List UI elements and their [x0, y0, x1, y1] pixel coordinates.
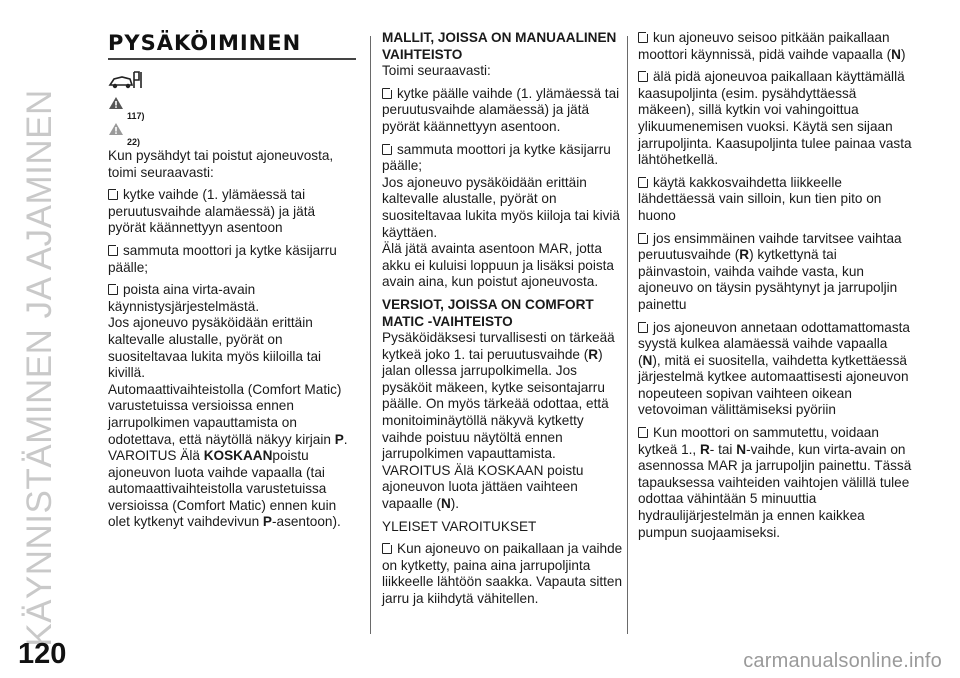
bullet-item: sammuta moottori ja kytke käsijarru päälle;	[382, 141, 611, 174]
column-1	[108, 30, 354, 531]
bullet-item: sammuta moottori ja kytke käsijarru päälle;	[108, 242, 337, 275]
paragraph: Älä jätä avainta asentoon MAR, jotta akku ei kuluisi loppuun ja lisäksi poista avain aina, kun poistut ajoneuvosta.	[382, 241, 614, 290]
subheading: YLEISET VAROITUKSET	[382, 518, 537, 534]
checkbox-bullet-icon	[638, 233, 648, 244]
subheading: VERSIOT, JOISSA ON COMFORT MATIC -VAIHTEISTO	[382, 296, 594, 329]
bullet-item: kytke päälle vaihde (1. ylämäessä tai peruutusvaihde alamäessä) ja jätä pyörät käännettyyn asentoon.	[382, 85, 620, 134]
warning-triangle-icon	[108, 96, 124, 115]
bullet-item: poista aina virta-avain käynnistysjärjestelmästä.	[108, 282, 260, 314]
bullet-item: älä pidä ajoneuvoa paikallaan käyttämällä kaasupoljinta (esim. pysähdyttäessä mäkeen), sillä kytkin voi vahingoittua ylikuumenemisen vuoksi. Käytä sen sijaan jarrupoljinta. Kaasupoljinta tulee painaa vasta lähtöhetkellä.	[638, 69, 912, 168]
warning-ref: 117)	[108, 96, 354, 122]
paragraph: VAROITUS Älä KOSKAAN poistu ajoneuvon luota jättäen vaihteen vapaalle (N).	[382, 462, 584, 512]
checkbox-bullet-icon	[638, 177, 648, 188]
paragraph: Kun pysähdyt tai poistut ajoneuvosta, toimi seuraavasti:	[108, 148, 334, 180]
paragraph: Jos ajoneuvo pysäköidään erittäin kaltevalle alustalle, pyörät on suositeltavaa lukita myös kiiloja tai kiviä käyttäen.	[382, 174, 620, 240]
column-divider	[627, 36, 628, 634]
checkbox-bullet-icon	[638, 322, 648, 333]
bullet-item: käytä kakkosvaihdetta liikkeelle lähdettäessä vain silloin, kun tien pito on huono	[638, 174, 882, 223]
bullet-item: jos ajoneuvon annetaan odottamattomasta syystä kulkea alamäessä vaihde vapaalla (N), mitä ei suositella, vaihdetta kytkettäessä järjestelmä kytkee automaattisesti ajoneuvon nopeuteen sopivan vaihteen oikean vetovoiman välittämiseksi pyöriin	[638, 319, 910, 418]
bullet-item: kun ajoneuvo seisoo pitkään paikallaan moottori käynnissä, pidä vaihde vapaalla (N)	[638, 30, 906, 62]
column-divider	[370, 36, 371, 634]
paragraph: Automaattivaihteistolla (Comfort Matic) varustetuissa versioissa ennen jarrupolkimen vapauttamista on odotettava, että näytöllä näkyy kirjain P.	[108, 381, 348, 447]
bullet-item: Kun moottori on sammutettu, voidaan kytkeä 1., R- tai N-vaihde, kun virta-avain on asennossa MAR ja jarrupoljin painettu. Tässä tapauksessa vaihteiden vaihtojen välillä tulee odottaa vähintään 5 minuuttia hydraulijärjestelmän ja ennen kaikkea pumpun suojaamiseksi.	[638, 425, 912, 540]
checkbox-bullet-icon	[638, 427, 648, 438]
checkbox-bullet-icon	[638, 32, 648, 43]
checkbox-bullet-icon	[382, 144, 392, 155]
checkbox-bullet-icon	[108, 245, 118, 256]
checkbox-bullet-icon	[108, 284, 118, 295]
warning-ref: 22)	[108, 122, 354, 148]
paragraph: Jos ajoneuvo pysäköidään erittäin kaltevalle alustalle, pyörät on suositeltavaa lukita myös kiiloilla tai kivillä.	[108, 315, 322, 381]
column-3	[638, 30, 913, 541]
subheading: MALLIT, JOISSA ON MANUAALINEN VAIHTEISTO	[382, 30, 617, 62]
checkbox-bullet-icon	[108, 189, 118, 200]
bullet-item: jos ensimmäinen vaihde tarvitsee vaihtaa peruutusvaihde (R) kytkettynä tai päinvastoin, vaihda vaihde vasta, kun ajoneuvo on täysin pysähtynyt ja jarrupoljin painettu	[638, 230, 902, 312]
watermark: carmanualsonline.info	[743, 650, 942, 672]
bullet-item: Kun ajoneuvo on paikallaan ja vaihde on kytketty, paina aina jarrupoljinta liikkeelle lähtöön saakka. Vapauta sitten jarru ja kiihdytä vähitellen.	[382, 541, 623, 606]
section-title: PYSÄKÖIMINEN	[108, 31, 302, 55]
checkbox-bullet-icon	[382, 543, 392, 554]
parking-car-icon	[108, 68, 354, 94]
title-rule	[108, 58, 356, 60]
paragraph: Toimi seuraavasti:	[382, 63, 491, 79]
checkbox-bullet-icon	[638, 71, 648, 82]
paragraph: Pysäköidäksesi turvallisesti on tärkeää kytkeä joko 1. tai peruutusvaihde (R) jalan ollessa jarrupolkimella. Jos pysäköit mäkeen, kytke seisontajarru päälle. On myös tärkeää odottaa, että monitoiminäytöllä näkyvä kytketty vaihde poistuu näytöltä ennen jarrupolkimen vapauttamista.	[382, 330, 615, 462]
caution-triangle-icon	[108, 122, 124, 141]
checkbox-bullet-icon	[382, 88, 392, 99]
column-2	[382, 30, 626, 608]
bullet-item: kytke vaihde (1. ylämäessä tai peruutusvaihde alamäessä) ja jätä pyörät käännettyyn asentoon	[108, 187, 316, 236]
paragraph: VAROITUS Älä KOSKAANpoistu ajoneuvon luota vaihde vapaalla (tai automaattivaihteistolla varustetuissa versioissa (Comfort Matic) ennen kuin olet kytkenyt vaihdevivun P-asentoon).	[108, 448, 341, 530]
page-number: 120	[18, 638, 67, 670]
